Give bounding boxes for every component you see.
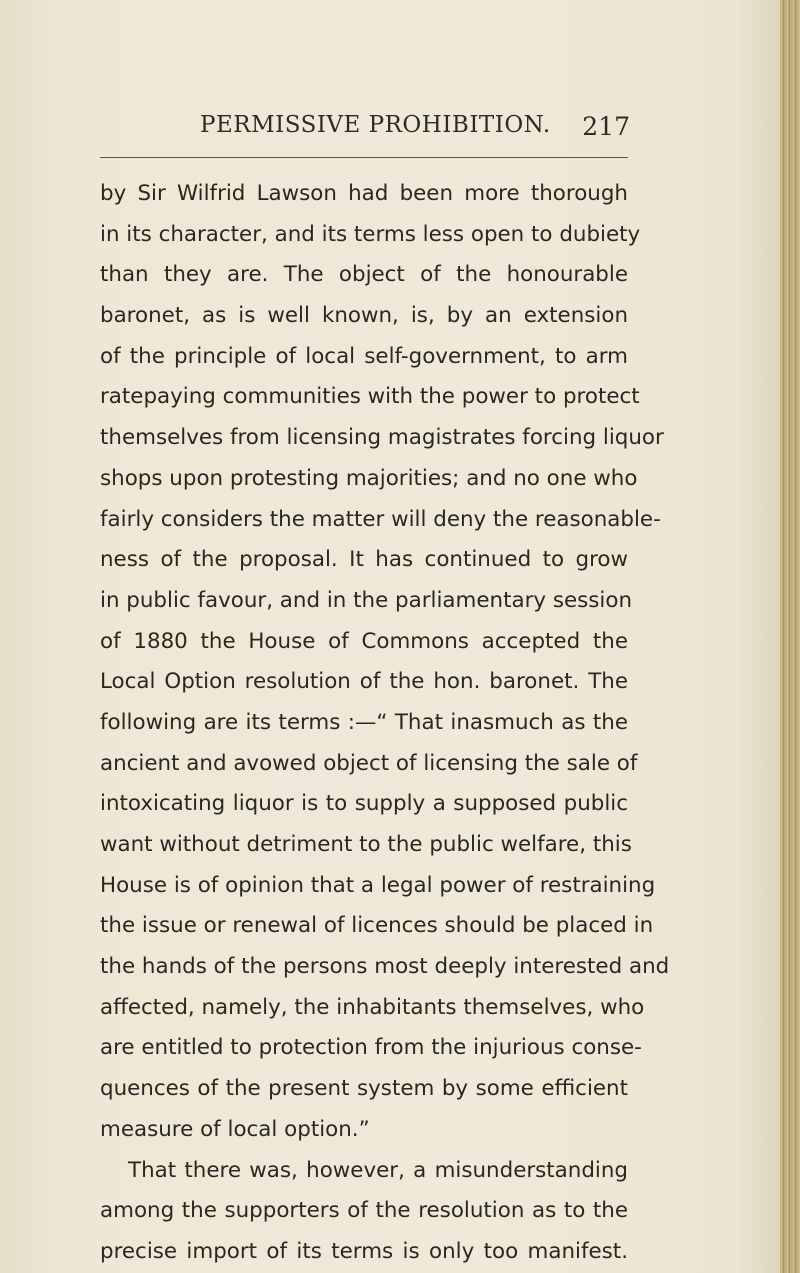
body-text [100, 174, 670, 1273]
text-line: affected, namely, the inhabitants themselves, who [100, 994, 645, 1020]
text-line: measure of local option.” [100, 1116, 370, 1142]
page-edge [780, 0, 800, 1273]
header-rule [100, 157, 628, 158]
text-line: want without detriment to the public welfare, this [100, 832, 632, 857]
text-line: ratepaying communities with the power to protect [100, 384, 640, 410]
text-line: by Sir Wilfrid Lawson had been more thorough [100, 181, 628, 206]
text-line: intoxicating liquor is to supply a supposed public [100, 791, 628, 817]
text-line: of 1880 the House of Commons accepted the [100, 628, 628, 654]
text-line: the issue or renewal of licences should be placed in [100, 913, 654, 939]
text-line: in its character, and its terms less open to dubiety [100, 221, 641, 247]
text-line: shops upon protesting majorities; and no one who [100, 465, 638, 491]
text-line: ness of the proposal. It has continued to grow [100, 547, 628, 573]
text-line: quences of the present system by some efficient [100, 1076, 628, 1102]
text-line: following are its terms :—“ That inasmuch as the [100, 709, 628, 735]
text-line: in public favour, and in the parliamentary session [100, 587, 632, 613]
text-line: ancient and avowed object of licensing the sale of [100, 750, 638, 776]
text-line: That there was, however, a misunderstanding [128, 1157, 628, 1183]
text-line: precise import of its terms is only too manifest. [100, 1238, 628, 1264]
running-title: PERMISSIVE PROHIBITION. [200, 112, 551, 138]
page-number: 217 [582, 112, 630, 141]
text-line: than they are. The object of the honourable [100, 262, 628, 288]
text-line: House is of opinion that a legal power of restraining [100, 872, 656, 898]
text-line: are entitled to protection from the injurious conse- [100, 1035, 642, 1061]
page-header [200, 112, 630, 148]
text-line: fairly considers the matter will deny the reasonable- [100, 506, 661, 532]
text-line: baronet, as is well known, is, by an extension [100, 303, 628, 329]
text-line: Local Option resolution of the hon. baronet. The [100, 669, 628, 695]
text-line: of the principle of local self-government, to arm [100, 343, 628, 369]
text-line: the hands of the persons most deeply interested and [100, 954, 670, 980]
text-line: themselves from licensing magistrates forcing liquor [100, 425, 664, 451]
text-line: among the supporters of the resolution as to the [100, 1198, 628, 1224]
